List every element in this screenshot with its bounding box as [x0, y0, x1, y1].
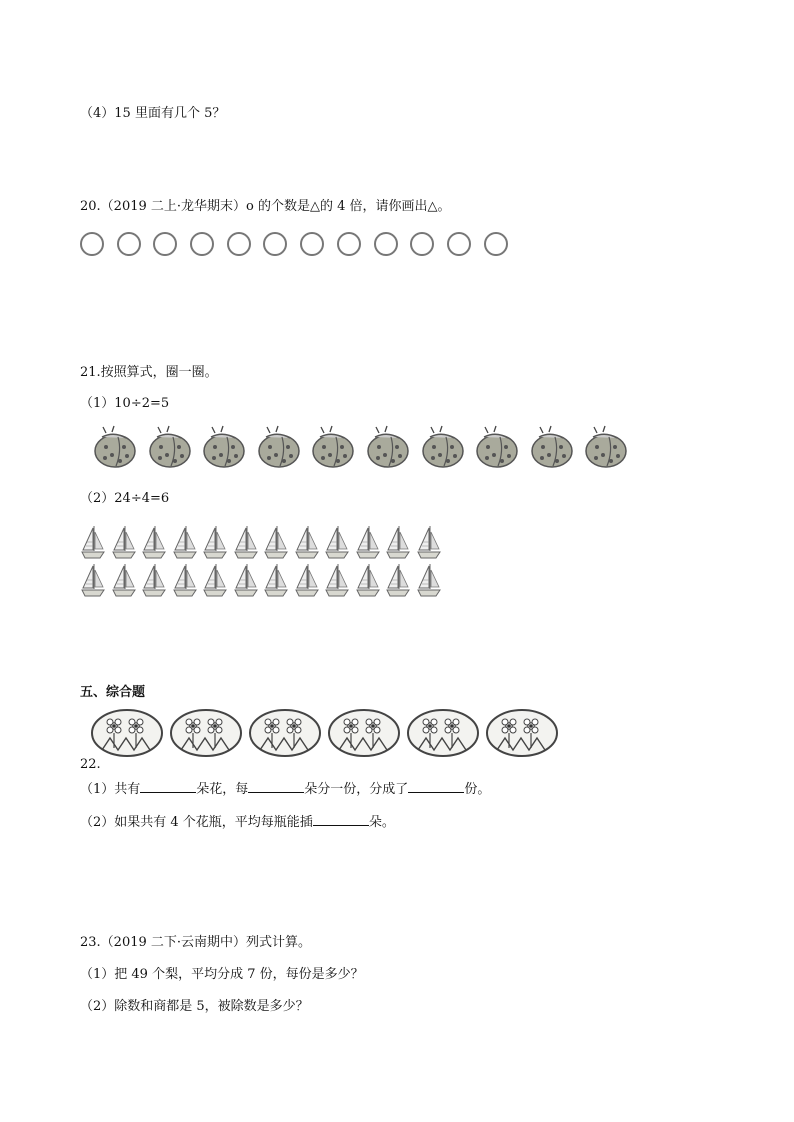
ladybug-icon	[529, 425, 584, 469]
circle-shape	[190, 232, 214, 256]
ladybug-icon	[147, 425, 202, 469]
circle-shape	[447, 232, 471, 256]
sailboat-icon	[322, 522, 353, 560]
q22-number: 22.	[80, 757, 101, 772]
circle-shape	[300, 232, 324, 256]
sailboat-icon	[353, 522, 384, 560]
q21-title: 21.按照算式，圈一圈。	[80, 365, 218, 380]
sailboat-icon	[170, 522, 201, 560]
flower-oval-icon	[485, 708, 559, 758]
q23-sub2: （2）除数和商都是 5，被除数是多少？	[80, 999, 309, 1014]
sailboat-icon	[292, 560, 323, 598]
flower-oval-icon	[90, 708, 164, 758]
sailboat-icon	[109, 522, 140, 560]
q22-sub2-part2: 朵。	[368, 815, 395, 830]
circle-shape	[410, 232, 434, 256]
sailboat-icon	[139, 560, 170, 598]
ladybug-icon	[365, 425, 420, 469]
circle-shape	[80, 232, 104, 256]
ladybug-icon	[310, 425, 365, 469]
q20-circle-row	[80, 232, 520, 256]
circle-shape	[227, 232, 251, 256]
ladybug-icon	[420, 425, 475, 469]
q22-sub1-part1: （1）共有	[80, 782, 141, 797]
sailboat-icon	[414, 522, 445, 560]
ladybug-icon	[92, 425, 147, 469]
flower-oval-icon	[406, 708, 480, 758]
circle-shape	[484, 232, 508, 256]
q22-sub1-part3: 朵分一份，分成了	[304, 782, 409, 797]
q21-boat-grid	[78, 522, 444, 598]
sailboat-icon	[231, 522, 262, 560]
circle-shape	[374, 232, 398, 256]
boat-row	[78, 560, 444, 598]
sailboat-icon	[170, 560, 201, 598]
ladybug-icon	[583, 425, 638, 469]
sailboat-icon	[292, 522, 323, 560]
circle-shape	[337, 232, 361, 256]
sailboat-icon	[200, 560, 231, 598]
sailboat-icon	[383, 560, 414, 598]
section5-title: 五、综合题	[80, 685, 146, 700]
q22-sub1-part2: 朵花，每	[196, 782, 249, 797]
circle-shape	[117, 232, 141, 256]
sailboat-icon	[78, 560, 109, 598]
q20-title: 20.（2019 二上·龙华期末）o 的个数是△的 4 倍，请你画出△。	[80, 199, 451, 214]
q19-sub4: （4）15 里面有几个 5？	[80, 106, 226, 121]
q22-sub2	[80, 813, 395, 831]
q22-sub2-part1: （2）如果共有 4 个花瓶，平均每瓶能插	[80, 815, 313, 830]
sailboat-icon	[261, 560, 292, 598]
sailboat-icon	[414, 560, 445, 598]
answer-blank[interactable]	[248, 780, 304, 793]
q22-sub1	[80, 780, 490, 798]
flower-oval-icon	[327, 708, 401, 758]
ladybug-icon	[256, 425, 311, 469]
sailboat-icon	[353, 560, 384, 598]
flower-oval-icon	[169, 708, 243, 758]
sailboat-icon	[383, 522, 414, 560]
q22-sub1-part4: 份。	[464, 782, 491, 797]
answer-blank[interactable]	[140, 780, 196, 793]
flower-oval-icon	[248, 708, 322, 758]
sailboat-icon	[109, 560, 140, 598]
q21-sub1: （1）10÷2=5	[80, 396, 170, 411]
q23-title: 23.（2019 二下·云南期中）列式计算。	[80, 935, 312, 950]
sailboat-icon	[200, 522, 231, 560]
q21-ladybug-row	[92, 425, 638, 469]
q21-sub2: （2）24÷4=6	[80, 491, 170, 506]
sailboat-icon	[78, 522, 109, 560]
circle-shape	[263, 232, 287, 256]
ladybug-icon	[201, 425, 256, 469]
sailboat-icon	[231, 560, 262, 598]
q23-sub1: （1）把 49 个梨，平均分成 7 份，每份是多少？	[80, 967, 364, 982]
ladybug-icon	[474, 425, 529, 469]
answer-blank[interactable]	[408, 780, 464, 793]
sailboat-icon	[322, 560, 353, 598]
boat-row	[78, 522, 444, 560]
circle-shape	[153, 232, 177, 256]
q22-flower-ovals	[90, 708, 564, 758]
sailboat-icon	[261, 522, 292, 560]
answer-blank[interactable]	[313, 813, 369, 826]
sailboat-icon	[139, 522, 170, 560]
